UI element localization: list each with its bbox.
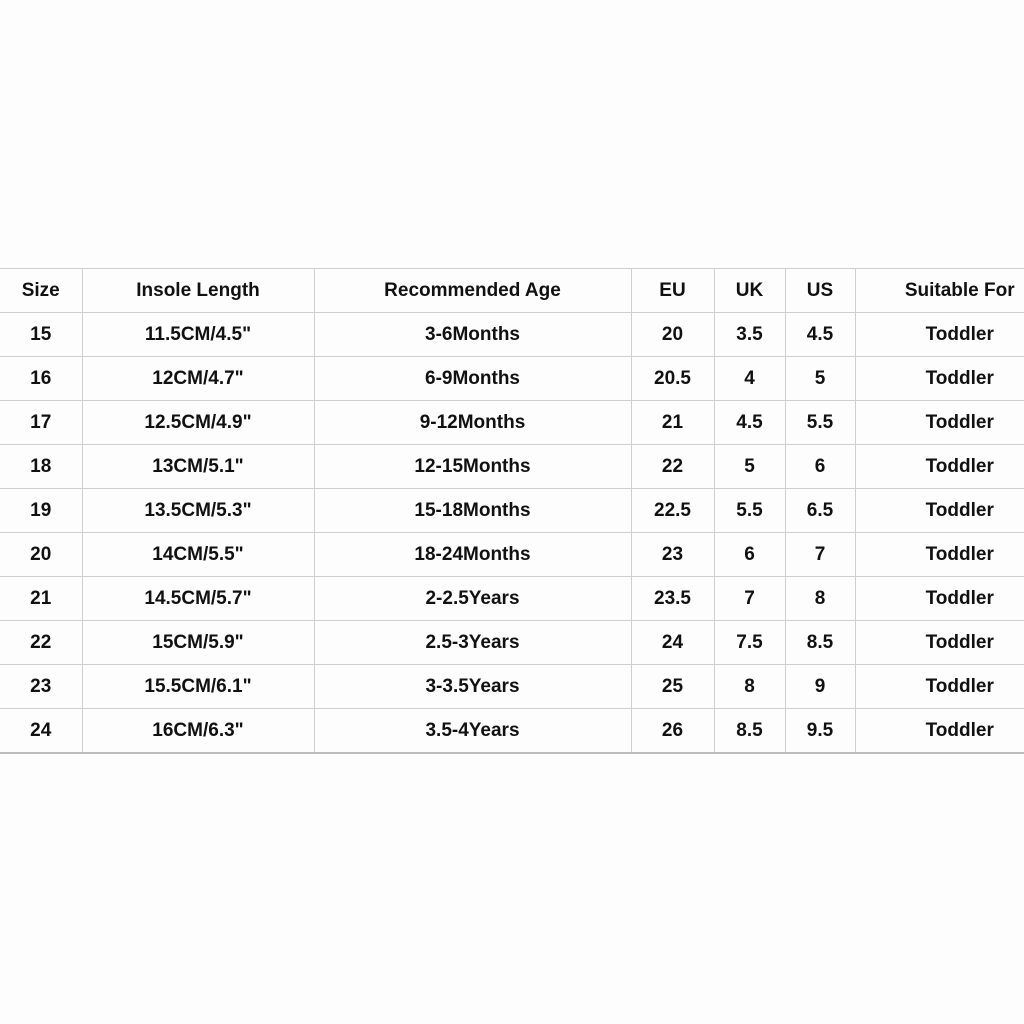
table-row — [0, 489, 1024, 533]
cell-us: 8 — [785, 577, 855, 621]
cell-eu: 26 — [631, 709, 714, 754]
table-header-row — [0, 269, 1024, 313]
cell-insole-length: 11.5CM/4.5" — [82, 313, 314, 357]
cell-insole-length: 12.5CM/4.9" — [82, 401, 314, 445]
size-chart-table — [0, 268, 1024, 754]
cell-eu: 20 — [631, 313, 714, 357]
cell-recommended-age: 18-24Months — [314, 533, 631, 577]
cell-uk: 4 — [714, 357, 785, 401]
cell-uk: 7 — [714, 577, 785, 621]
cell-suitable-for: Toddler — [855, 577, 1024, 621]
cell-uk: 4.5 — [714, 401, 785, 445]
cell-size: 22 — [0, 621, 82, 665]
cell-size: 17 — [0, 401, 82, 445]
cell-insole-length: 15.5CM/6.1" — [82, 665, 314, 709]
cell-suitable-for: Toddler — [855, 621, 1024, 665]
cell-insole-length: 16CM/6.3" — [82, 709, 314, 754]
cell-eu: 22.5 — [631, 489, 714, 533]
cell-uk: 8.5 — [714, 709, 785, 754]
cell-size: 19 — [0, 489, 82, 533]
cell-recommended-age: 12-15Months — [314, 445, 631, 489]
cell-us: 5.5 — [785, 401, 855, 445]
cell-size: 20 — [0, 533, 82, 577]
cell-suitable-for: Toddler — [855, 401, 1024, 445]
cell-suitable-for: Toddler — [855, 533, 1024, 577]
cell-uk: 5 — [714, 445, 785, 489]
cell-size: 18 — [0, 445, 82, 489]
header-suitable-for: Suitable For — [855, 269, 1024, 313]
cell-eu: 22 — [631, 445, 714, 489]
cell-insole-length: 13.5CM/5.3" — [82, 489, 314, 533]
header-insole-length: Insole Length — [82, 269, 314, 313]
table-row — [0, 621, 1024, 665]
cell-suitable-for: Toddler — [855, 445, 1024, 489]
cell-size: 16 — [0, 357, 82, 401]
cell-suitable-for: Toddler — [855, 665, 1024, 709]
table-row — [0, 709, 1024, 754]
cell-eu: 20.5 — [631, 357, 714, 401]
table-row — [0, 445, 1024, 489]
table-row — [0, 577, 1024, 621]
header-uk: UK — [714, 269, 785, 313]
cell-insole-length: 14.5CM/5.7" — [82, 577, 314, 621]
cell-us: 7 — [785, 533, 855, 577]
cell-size: 15 — [0, 313, 82, 357]
cell-recommended-age: 9-12Months — [314, 401, 631, 445]
cell-recommended-age: 3.5-4Years — [314, 709, 631, 754]
cell-eu: 23.5 — [631, 577, 714, 621]
cell-uk: 5.5 — [714, 489, 785, 533]
cell-us: 4.5 — [785, 313, 855, 357]
cell-eu: 21 — [631, 401, 714, 445]
cell-size: 23 — [0, 665, 82, 709]
cell-recommended-age: 15-18Months — [314, 489, 631, 533]
cell-recommended-age: 3-6Months — [314, 313, 631, 357]
cell-uk: 3.5 — [714, 313, 785, 357]
table-row — [0, 401, 1024, 445]
header-eu: EU — [631, 269, 714, 313]
cell-suitable-for: Toddler — [855, 489, 1024, 533]
cell-insole-length: 15CM/5.9" — [82, 621, 314, 665]
cell-eu: 25 — [631, 665, 714, 709]
table-row — [0, 313, 1024, 357]
cell-us: 9 — [785, 665, 855, 709]
cell-suitable-for: Toddler — [855, 313, 1024, 357]
cell-recommended-age: 6-9Months — [314, 357, 631, 401]
table-body — [0, 313, 1024, 754]
cell-insole-length: 12CM/4.7" — [82, 357, 314, 401]
header-recommended-age: Recommended Age — [314, 269, 631, 313]
cell-us: 8.5 — [785, 621, 855, 665]
table-row — [0, 533, 1024, 577]
cell-eu: 24 — [631, 621, 714, 665]
cell-eu: 23 — [631, 533, 714, 577]
cell-us: 6 — [785, 445, 855, 489]
cell-recommended-age: 2.5-3Years — [314, 621, 631, 665]
header-us: US — [785, 269, 855, 313]
cell-size: 21 — [0, 577, 82, 621]
table-row — [0, 357, 1024, 401]
cell-suitable-for: Toddler — [855, 357, 1024, 401]
table-row — [0, 665, 1024, 709]
cell-size: 24 — [0, 709, 82, 754]
cell-insole-length: 14CM/5.5" — [82, 533, 314, 577]
cell-us: 5 — [785, 357, 855, 401]
cell-suitable-for: Toddler — [855, 709, 1024, 754]
cell-recommended-age: 2-2.5Years — [314, 577, 631, 621]
header-size: Size — [0, 269, 82, 313]
cell-insole-length: 13CM/5.1" — [82, 445, 314, 489]
cell-uk: 8 — [714, 665, 785, 709]
cell-us: 6.5 — [785, 489, 855, 533]
cell-uk: 6 — [714, 533, 785, 577]
cell-recommended-age: 3-3.5Years — [314, 665, 631, 709]
cell-uk: 7.5 — [714, 621, 785, 665]
cell-us: 9.5 — [785, 709, 855, 754]
